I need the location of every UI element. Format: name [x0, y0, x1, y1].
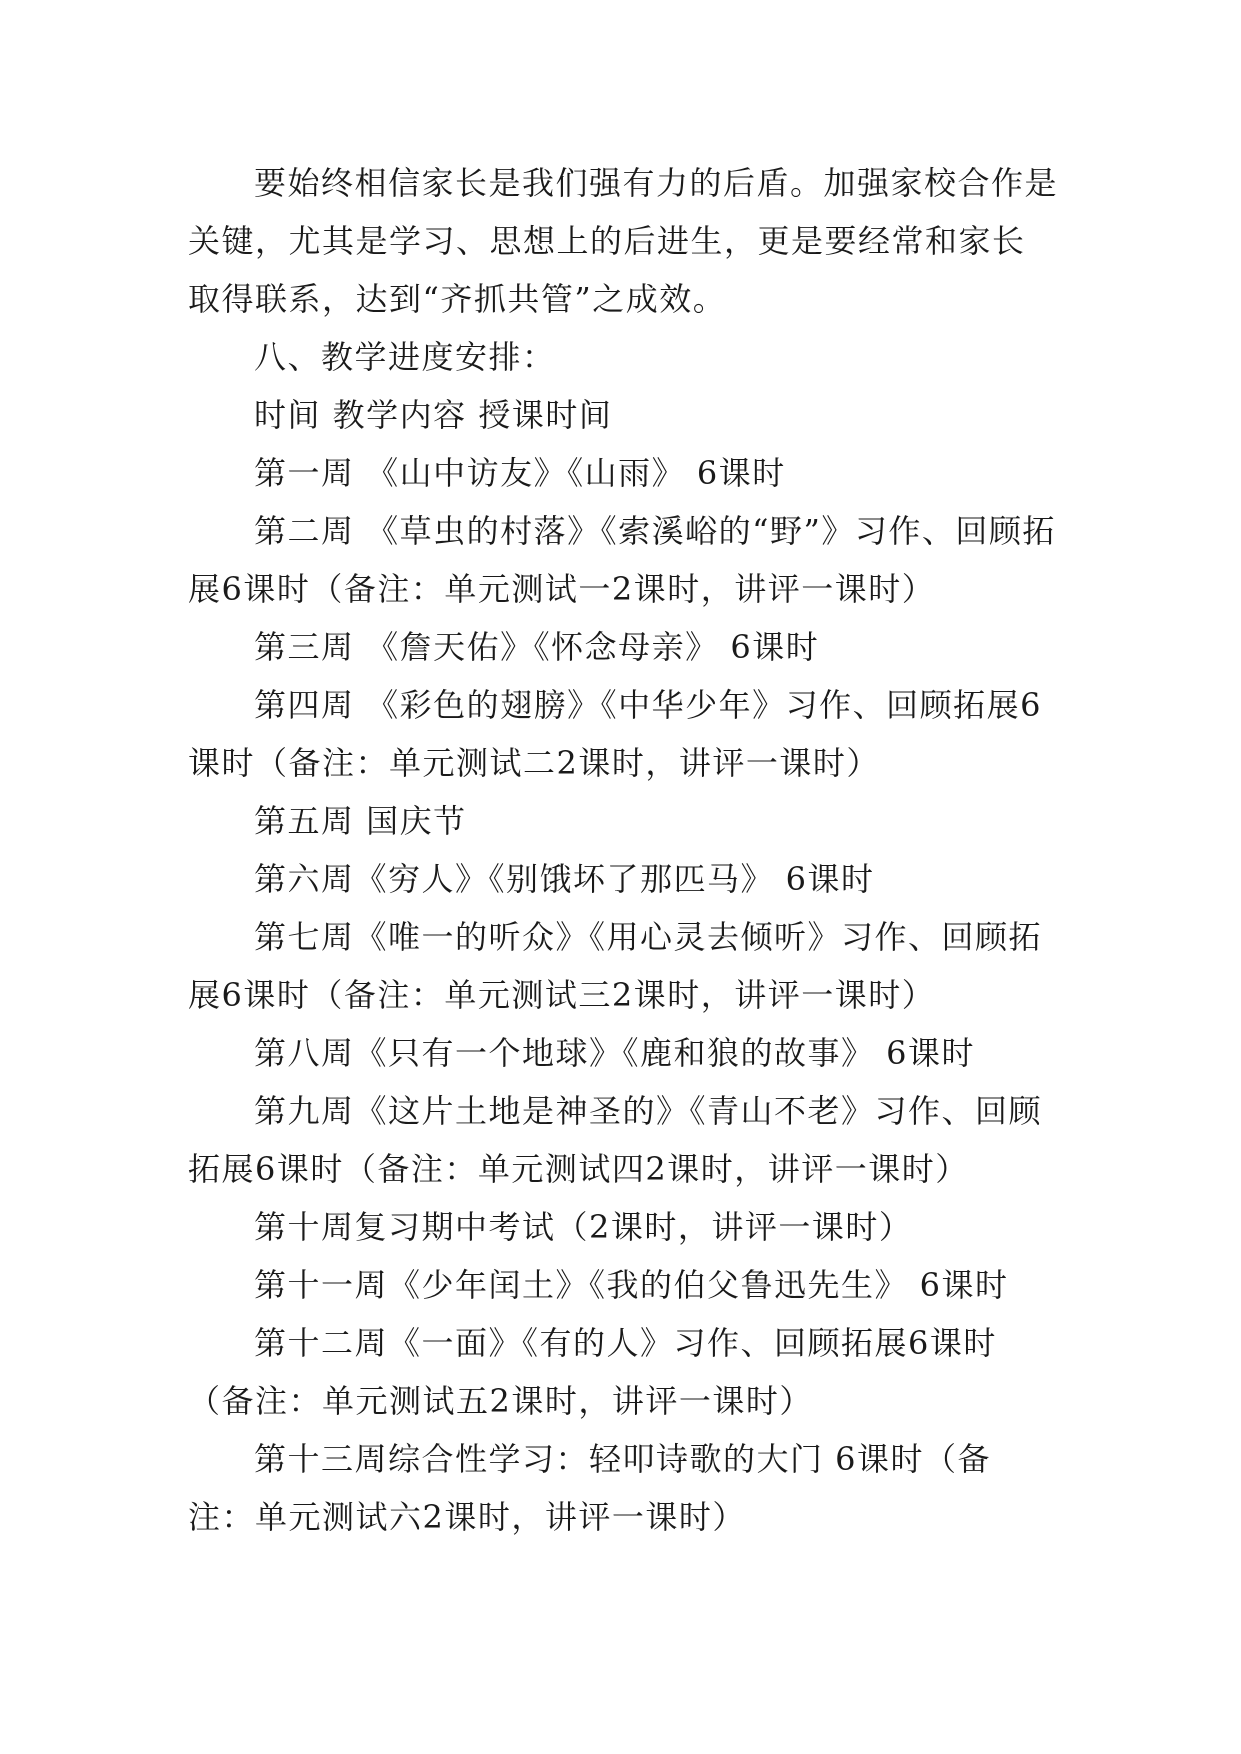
schedule-header: 时间 教学内容 授课时间 — [254, 396, 613, 434]
schedule-week-2: 第二周 《草虫的村落》《索溪峪的“野”》习作、回顾拓展6课时（备注：单元测试一2课时，讲评一课时） — [188, 512, 1056, 608]
schedule-week-12: 第十二周《一面》《有的人》习作、回顾拓展6课时（备注：单元测试五2课时，讲评一课时） — [188, 1324, 997, 1420]
schedule-week-13: 第十三周综合性学习：轻叩诗歌的大门 6课时（备注：单元测试六2课时，讲评一课时） — [188, 1440, 992, 1536]
schedule-week-8: 第八周《只有一个地球》《鹿和狼的故事》 6课时 — [254, 1034, 976, 1072]
schedule-week-4: 第四周 《彩色的翅膀》《中华少年》习作、回顾拓展6课时（备注：单元测试二2课时，讲评一课时） — [188, 686, 1043, 782]
schedule-week-7: 第七周《唯一的听众》《用心灵去倾听》习作、回顾拓展6课时（备注：单元测试三2课时，讲评一课时） — [188, 918, 1043, 1014]
schedule-week-6: 第六周《穷人》《别饿坏了那匹马》 6课时 — [254, 860, 875, 898]
schedule-week-1: 第一周 《山中访友》《山雨》 6课时 — [254, 454, 786, 492]
schedule-week-10: 第十周复习期中考试（2课时，讲评一课时） — [254, 1208, 913, 1246]
schedule-week-3: 第三周 《詹天佑》《怀念母亲》 6课时 — [254, 628, 820, 666]
schedule-week-9: 第九周《这片土地是神圣的》《青山不老》习作、回顾拓展6课时（备注：单元测试四2课时，讲评一课时） — [188, 1092, 1043, 1188]
paragraph-family-cooperation: 要始终相信家长是我们强有力的后盾。加强家校合作是关键，尤其是学习、思想上的后进生，更是要经常和家长取得联系，达到“齐抓共管”之成效。 — [188, 164, 1059, 318]
document-body — [188, 154, 1058, 1546]
schedule-week-5: 第五周 国庆节 — [254, 802, 467, 840]
schedule-week-11: 第十一周《少年闰土》《我的伯父鲁迅先生》 6课时 — [254, 1266, 1009, 1304]
section-heading-teaching-schedule: 八、教学进度安排： — [254, 338, 556, 376]
